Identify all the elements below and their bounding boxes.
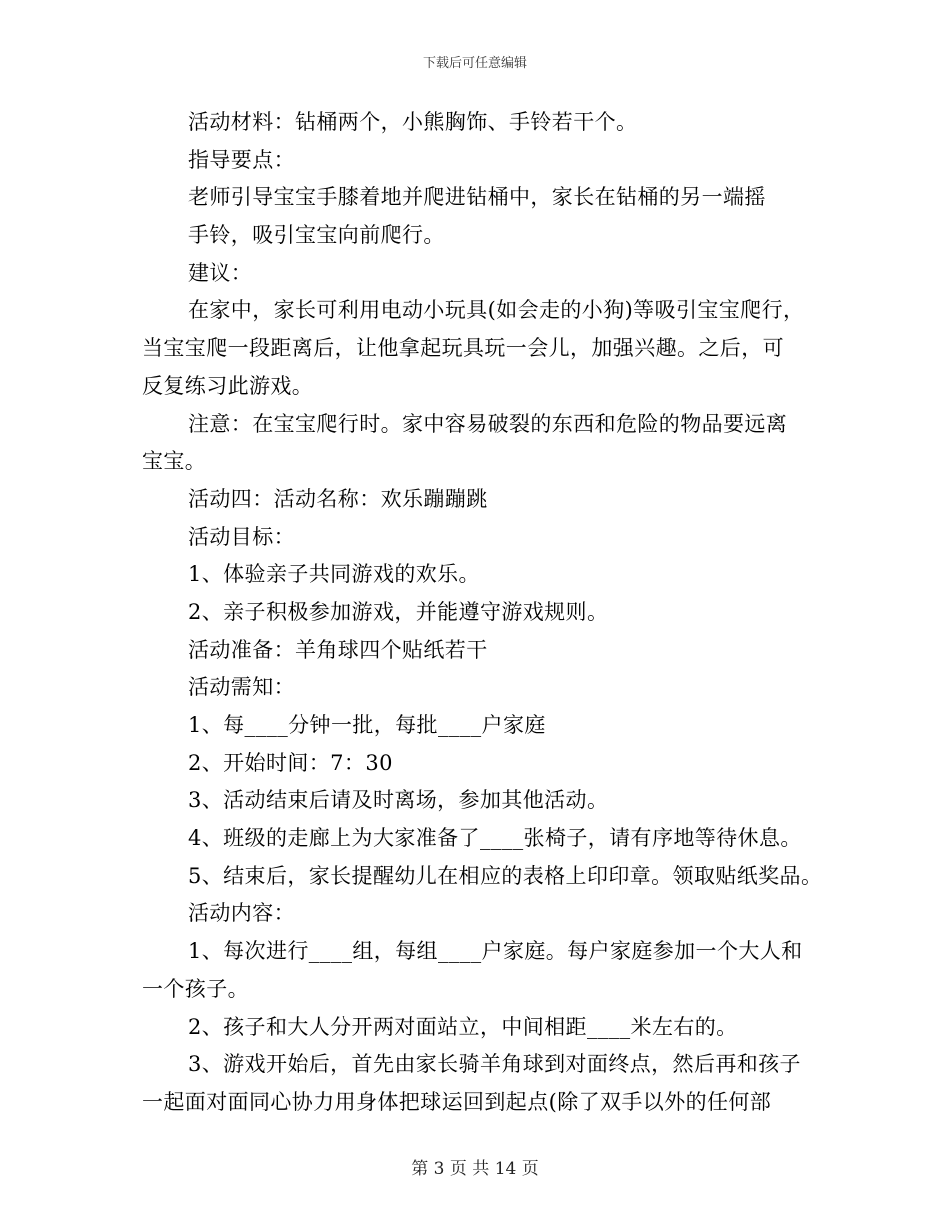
page-footer: 第 3 页 共 14 页 bbox=[411, 1159, 539, 1179]
page-header: 下载后可任意编辑 bbox=[422, 56, 527, 71]
text-line: 4、班级的走廊上为大家准备了____张椅子，请有序地等待休息。 bbox=[188, 826, 802, 851]
document-body bbox=[142, 104, 842, 1122]
text-line: 2、开始时间：7：30 bbox=[188, 750, 393, 775]
text-line: 活动四：活动名称：欢乐蹦蹦跳 bbox=[188, 486, 488, 511]
text-line: 一个孩子。 bbox=[142, 976, 249, 1001]
text-line: 1、每____分钟一批，每批____户家庭 bbox=[188, 713, 546, 737]
text-line: 1、每次进行____组，每组____户家庭。每户家庭参加一个大人和 bbox=[188, 939, 803, 964]
text-line: 活动准备：羊角球四个贴纸若干 bbox=[188, 637, 488, 662]
text-line: 2、孩子和大人分开两对面站立，中间相距____米左右的。 bbox=[188, 1014, 738, 1039]
text-line: 老师引导宝宝手膝着地并爬进钻桶中，家长在钻桶的另一端摇 bbox=[188, 185, 766, 210]
text-line: 宝宝。 bbox=[142, 449, 207, 474]
text-line: 1、体验亲子共同游戏的欢乐。 bbox=[188, 562, 480, 587]
text-line: 反复练习此游戏。 bbox=[142, 373, 314, 398]
text-line: 手铃，吸引宝宝向前爬行。 bbox=[188, 223, 445, 248]
text-line: 活动材料：钻桶两个，小熊胸饰、手铃若干个。 bbox=[188, 110, 638, 134]
text-line: 活动目标： bbox=[188, 524, 295, 549]
text-line: 活动内容： bbox=[188, 901, 295, 926]
text-line: 3、游戏开始后，首先由家长骑羊角球到对面终点，然后再和孩子 bbox=[188, 1052, 801, 1077]
text-line: 注意：在宝宝爬行时。家中容易破裂的东西和危险的物品要远离 bbox=[188, 411, 788, 436]
text-line: 活动需知： bbox=[188, 675, 295, 700]
text-line: 2、亲子积极参加游戏，并能遵守游戏规则。 bbox=[188, 599, 609, 624]
text-line: 3、活动结束后请及时离场，参加其他活动。 bbox=[188, 788, 609, 813]
text-line: 指导要点： bbox=[188, 147, 295, 172]
text-line: 5、结束后，家长提醒幼儿在相应的表格上印印章。领取贴纸奖品。 bbox=[188, 863, 823, 888]
text-line: 在家中，家长可利用电动小玩具(如会走的小狗)等吸引宝宝爬行， bbox=[188, 298, 805, 323]
text-line: 一起面对面同心协力用身体把球运回到起点(除了双手以外的任何部 bbox=[142, 1089, 772, 1114]
text-line: 当宝宝爬一段距离后，让他拿起玩具玩一会儿，加强兴趣。之后，可 bbox=[142, 336, 784, 361]
text-line: 建议： bbox=[188, 260, 253, 285]
